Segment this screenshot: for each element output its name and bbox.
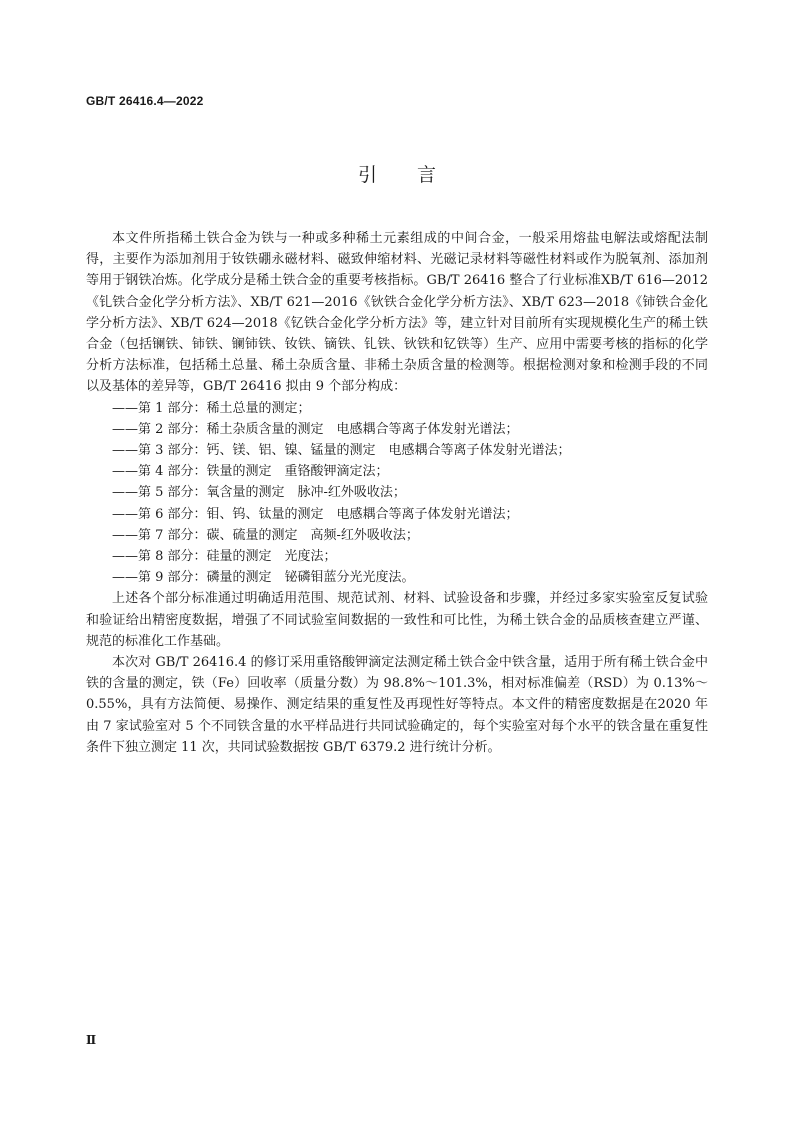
section-title: 引言 bbox=[357, 164, 476, 186]
list-item: ——第 5 部分：氧含量的测定 脉冲-红外吸收法； bbox=[112, 485, 406, 501]
list-item: ——第 4 部分：铁量的测定 重铬酸钾滴定法； bbox=[112, 464, 389, 480]
list-item: ——第 2 部分：稀土杂质含量的测定 电感耦合等离子体发射光谱法； bbox=[112, 421, 519, 437]
list-item: ——第 3 部分：钙、镁、铝、镍、锰量的测定 电感耦合等离子体发射光谱法； bbox=[112, 443, 571, 459]
document-body bbox=[86, 228, 708, 758]
list-item: ——第 8 部分：硅量的测定 光度法； bbox=[112, 549, 337, 565]
parts-list bbox=[86, 398, 708, 589]
intro-paragraph-1: 本文件所指稀土铁合金为铁与一种或多种稀土元素组成的中间合金，一般采用熔盐电解法或熔配法制得，主要作为添加剂用于钕铁硼永磁材料、磁致伸缩材料、光磁记录材料等磁性材料或作为脱氧剂、添加剂等用于钢铁冶炼。化学成分是稀土铁合金的重要考核指标。GB/T 26416 整合了行业标准XB/T 616—2012《钆铁合金化学分析方法》、XB/T 621—2016《钬铁合金化学分析方法》、XB/T 623—2018《铈铁合金化学分析方法》、XB/T 624—2018《钇铁合金化学分析方法》等，建立针对目前所有实现规模化生产的稀土铁合金（包括镧铁、铈铁、镧铈铁、钕铁、镝铁、钆铁、钬铁和钇铁等）生产、应用中需要考核的指标的化学分析方法标准，包括稀土总量、稀土杂质含量、非稀土杂质含量的检测等。根据检测对象和检测手段的不同以及基体的差异等，GB/T 26416 拟由 9 个部分构成： bbox=[86, 231, 708, 395]
intro-paragraph-2: 上述各个部分标准通过明确适用范围、规范试剂、材料、试验设备和步骤，并经过多家实验室反复试验和验证给出精密度数据，增强了不同试验室间数据的一致性和可比性，为稀土铁合金的品质核查建立严谨、规范的标准化工作基础。 bbox=[86, 591, 708, 649]
page-number: Ⅱ bbox=[86, 1033, 97, 1047]
list-item: ——第 9 部分：磷量的测定 铋磷钼蓝分光光度法。 bbox=[112, 570, 415, 586]
document-code: GB/T 26416.4—2022 bbox=[86, 94, 204, 108]
list-item: ——第 6 部分：钼、钨、钛量的测定 电感耦合等离子体发射光谱法； bbox=[112, 506, 519, 522]
list-item: ——第 1 部分：稀土总量的测定； bbox=[112, 400, 311, 416]
list-item: ——第 7 部分：碳、硫量的测定 高频-红外吸收法； bbox=[112, 527, 419, 543]
intro-paragraph-3: 本次对 GB/T 26416.4 的修订采用重铬酸钾滴定法测定稀土铁合金中铁含量，适用于所有稀土铁合金中铁的含量的测定，铁（Fe）回收率（质量分数）为 98.8%～101.3%，相对标准偏差（RSD）为 0.13%～0.55%，具有方法简便、易操作、测定结果的重复性及再现性好等特点。本文件的精密度数据是在2020 年由 7 家试验室对 5 个不同铁含量的水平样品进行共同试验确定的，每个实验室对每个水平的铁含量在重复性条件下独立测定 11 次，共同试验数据按 GB/T 6379.2 进行统计分析。 bbox=[86, 655, 708, 755]
